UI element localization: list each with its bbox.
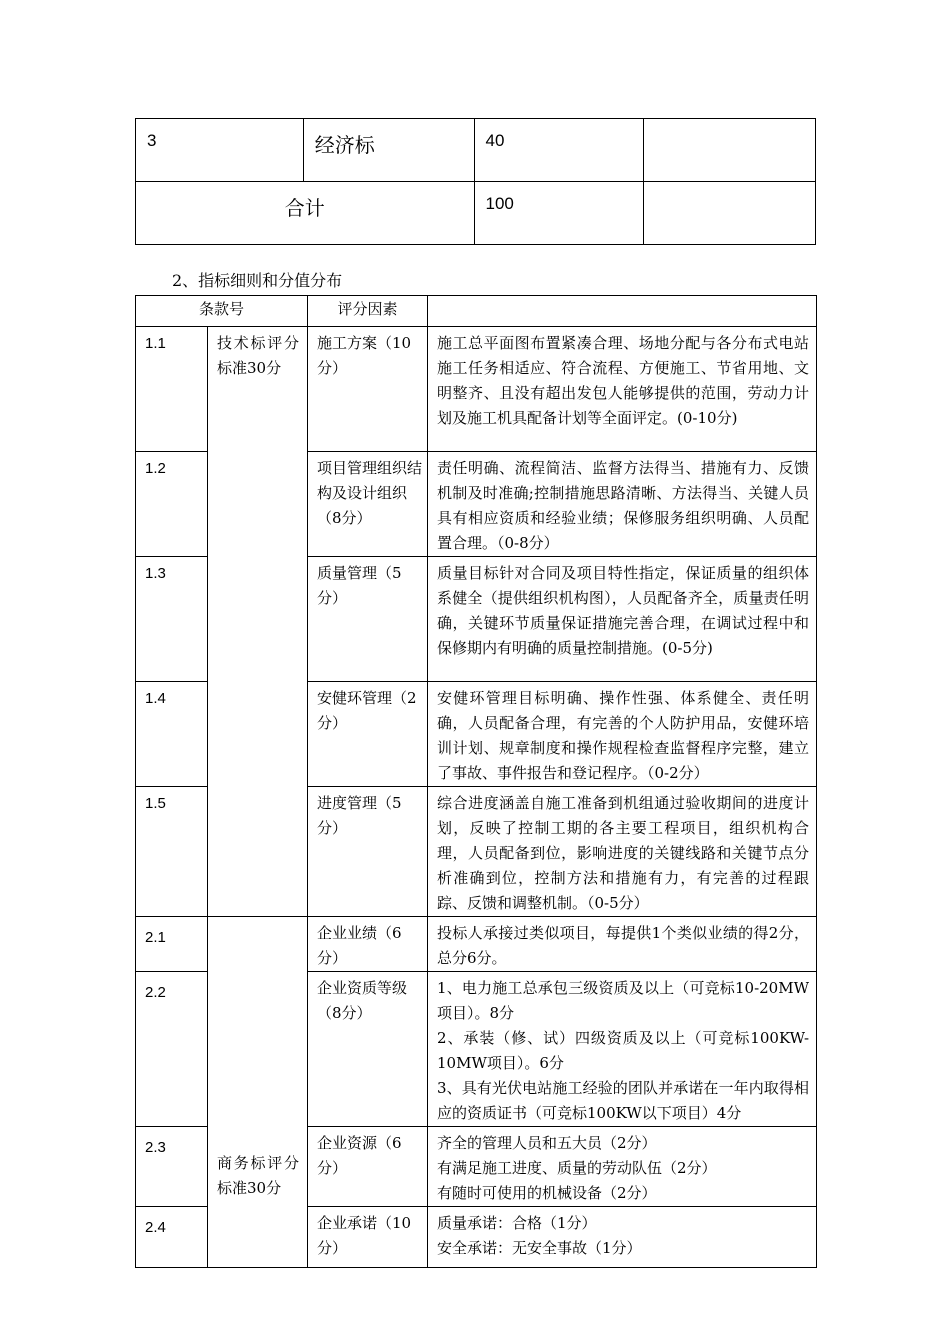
header-clause: 条款号 bbox=[136, 296, 308, 327]
table-row bbox=[136, 119, 816, 182]
description: 施工总平面图布置紧凑合理、场地分配与各分布式电站施工任务相适应、符合流程、方便施工、节省用地、文明整齐、且没有超出发包人能够提供的范围，劳动力计划及施工机具配备计划等全面评定。(0-10分) bbox=[428, 327, 817, 452]
row-note bbox=[644, 119, 816, 182]
description-line: 3、具有光伏电站施工经验的团队并承诺在一年内取得相应的资质证书（可竞标100KW以下项目）4分 bbox=[437, 1079, 810, 1122]
description-line: 有随时可使用的机械设备（2分） bbox=[437, 1184, 657, 1202]
header-factor: 评分因素 bbox=[308, 296, 428, 327]
summary-table bbox=[135, 118, 816, 245]
description: 责任明确、流程简洁、监督方法得当、措施有力、反馈机制及时准确;控制措施思路清晰、方法得当、关键人员具有相应资质和经验业绩；保修服务组织明确、人员配置合理。（0-8分） bbox=[428, 452, 817, 557]
description-line: 齐全的管理人员和五大员（2分） bbox=[437, 1134, 657, 1152]
factor: 施工方案（10分） bbox=[308, 327, 428, 452]
clause-number: 1.1 bbox=[136, 327, 208, 452]
total-score: 100 bbox=[474, 182, 644, 245]
factor: 安健环管理（2分） bbox=[308, 682, 428, 787]
factor: 企业承诺（10分） bbox=[308, 1207, 428, 1268]
table-row bbox=[136, 917, 817, 972]
description-line: 安全承诺：无安全事故（1分） bbox=[437, 1239, 642, 1257]
header-row bbox=[136, 296, 817, 327]
description: 安健环管理目标明确、操作性强、体系健全、责任明确，人员配备合理，有完善的个人防护用品，安健环培训计划、规章制度和操作规程检查监督程序完整，建立了事故、事件报告和登记程序。（0-2分） bbox=[428, 682, 817, 787]
clause-number: 2.2 bbox=[136, 972, 208, 1127]
description: 综合进度涵盖自施工准备到机组通过验收期间的进度计划，反映了控制工期的各主要工程项目，组织机构合理，人员配备到位，影响进度的关键线路和关键节点分析准确到位，控制方法和措施有力，有完善的过程跟踪、反馈和调整机制。（0-5分） bbox=[428, 787, 817, 917]
factor: 企业业绩（6分） bbox=[308, 917, 428, 972]
row-number: 3 bbox=[136, 119, 304, 182]
clause-number: 1.3 bbox=[136, 557, 208, 682]
factor: 项目管理组织结构及设计组织（8分） bbox=[308, 452, 428, 557]
header-content bbox=[428, 296, 817, 327]
clause-number: 2.3 bbox=[136, 1127, 208, 1207]
description-line: 2、承装（修、试）四级资质及以上（可竞标100KW-10MW项目）。6分 bbox=[437, 1029, 810, 1072]
factor: 质量管理（5分） bbox=[308, 557, 428, 682]
clause-number: 2.4 bbox=[136, 1207, 208, 1268]
description bbox=[428, 972, 817, 1127]
row-score: 40 bbox=[474, 119, 644, 182]
factor: 企业资质等级（8分） bbox=[308, 972, 428, 1127]
total-row bbox=[136, 182, 816, 245]
total-note bbox=[644, 182, 816, 245]
clause-number: 1.2 bbox=[136, 452, 208, 557]
detail-table bbox=[135, 295, 817, 1268]
section-heading: 2、指标细则和分值分布 bbox=[172, 271, 343, 290]
table-row bbox=[136, 327, 817, 452]
description: 质量目标针对合同及项目特性指定，保证质量的组织体系健全（提供组织机构图），人员配备齐全，质量责任明确，关键环节质量保证措施完善合理，在调试过程中和保修期内有明确的质量控制措施。(0-5分) bbox=[428, 557, 817, 682]
factor: 进度管理（5分） bbox=[308, 787, 428, 917]
factor: 企业资源（6分） bbox=[308, 1127, 428, 1207]
total-label: 合计 bbox=[136, 182, 475, 245]
description-line: 1、电力施工总承包三级资质及以上（可竞标10-20MW项目）。8分 bbox=[437, 979, 810, 1022]
business-category: 商务标评分标准30分 bbox=[208, 917, 308, 1268]
clause-number: 2.1 bbox=[136, 917, 208, 972]
row-name: 经济标 bbox=[303, 119, 474, 182]
description bbox=[428, 1127, 817, 1207]
description-line: 质量承诺：合格（1分） bbox=[437, 1214, 597, 1232]
description: 投标人承接过类似项目，每提供1个类似业绩的得2分，总分6分。 bbox=[428, 917, 817, 972]
clause-number: 1.5 bbox=[136, 787, 208, 917]
description-line: 有满足施工进度、质量的劳动队伍（2分） bbox=[437, 1159, 717, 1177]
description bbox=[428, 1207, 817, 1268]
clause-number: 1.4 bbox=[136, 682, 208, 787]
technical-category: 技术标评分标准30分 bbox=[208, 327, 308, 917]
